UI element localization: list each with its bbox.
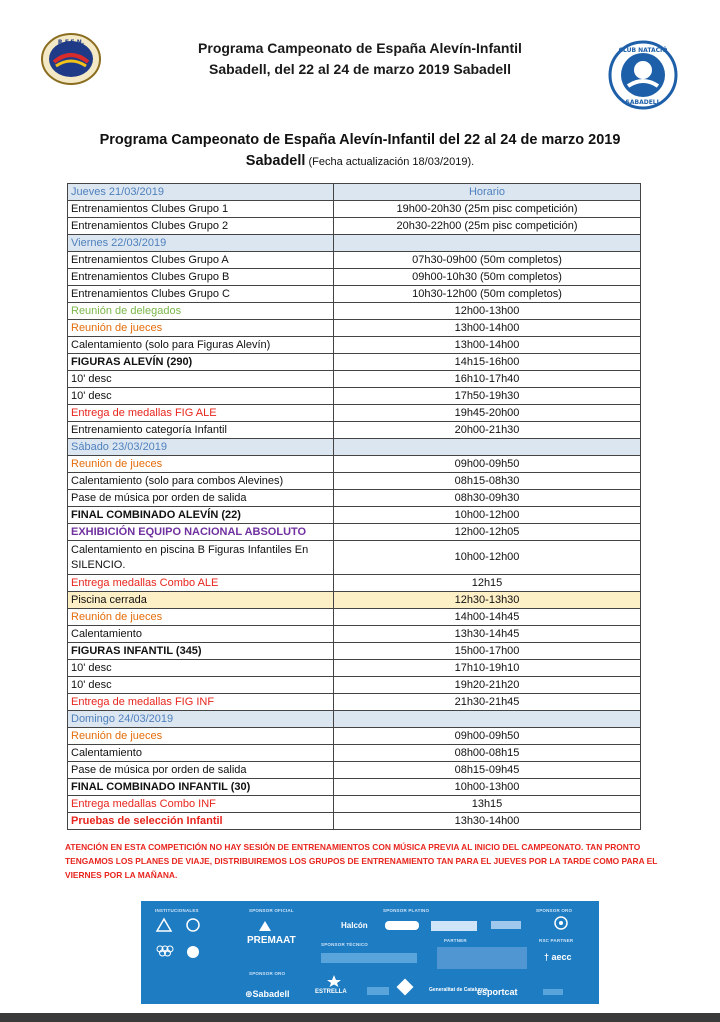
table-row	[68, 337, 641, 354]
time-cell: 12h00-12h05	[334, 524, 641, 541]
time-cell: 15h00-17h00	[334, 643, 641, 660]
table-row	[68, 626, 641, 643]
table-row	[68, 320, 641, 337]
event-cell: Entrenamientos Clubes Grupo 1	[68, 201, 334, 218]
day-label: Domingo 24/03/2019	[68, 711, 334, 728]
sabadell-text: ⊕Sabadell	[245, 989, 290, 999]
time-cell: 10h00-12h00	[334, 541, 641, 575]
premaat-icon	[257, 919, 273, 933]
event-cell: Reunión de jueces	[68, 609, 334, 626]
day-header-row	[68, 439, 641, 456]
event-cell: 10' desc	[68, 677, 334, 694]
partner-logos-icon	[437, 947, 527, 969]
event-cell: Calentamiento en piscina B Figuras Infantiles En SILENCIO.	[68, 541, 334, 575]
rfen-logo-icon	[40, 32, 102, 86]
table-row	[68, 456, 641, 473]
time-cell: 19h20-21h20	[334, 677, 641, 694]
sponsor-logo-icon	[367, 987, 389, 995]
table-row	[68, 286, 641, 303]
header-line-1: Programa Campeonato de España Alevín-Infantil	[198, 40, 522, 56]
event-cell: Pruebas de selección Infantil	[68, 813, 334, 830]
table-row	[68, 303, 641, 320]
time-cell: 13h00-14h00	[334, 337, 641, 354]
table-row	[68, 354, 641, 371]
event-cell: Entrega medallas Combo INF	[68, 796, 334, 813]
event-cell: Entrega de medallas FIG ALE	[68, 405, 334, 422]
horario-header: Horario	[334, 184, 641, 201]
page-header	[0, 0, 720, 120]
table-row	[68, 490, 641, 507]
event-cell: Reunión de jueces	[68, 456, 334, 473]
table-row	[68, 507, 641, 524]
event-cell: Reunión de jueces	[68, 320, 334, 337]
sabadell-name: Sabadell	[252, 989, 290, 999]
sponsor-banner	[141, 901, 599, 1004]
star-icon	[327, 975, 341, 987]
consejo-emblem-icon	[185, 943, 201, 961]
event-cell: Entrega de medallas FIG INF	[68, 694, 334, 711]
table-row	[68, 218, 641, 235]
document-title-city: Sabadell	[245, 153, 306, 169]
table-row	[68, 745, 641, 762]
time-cell: 07h30-09h00 (50m completos)	[334, 252, 641, 269]
time-cell: 12h30-13h30	[334, 592, 641, 609]
sponsor-logo-icon	[543, 989, 563, 995]
sponsor-logo-icon	[385, 921, 419, 930]
svg-text:SABADELL: SABADELL	[625, 99, 661, 106]
astral-logo-icon	[431, 921, 477, 931]
sponsor-oro-logo-icon	[553, 915, 569, 931]
table-row	[68, 728, 641, 745]
time-cell: 13h30-14h00	[334, 813, 641, 830]
event-cell: Calentamiento (solo para combos Alevines)	[68, 473, 334, 490]
premaat-text: PREMAAT	[247, 935, 296, 946]
time-cell: 17h50-19h30	[334, 388, 641, 405]
table-row	[68, 643, 641, 660]
time-cell: 09h00-09h50	[334, 728, 641, 745]
table-row	[68, 779, 641, 796]
time-cell	[334, 439, 641, 456]
rfen-rings-icon	[155, 943, 175, 961]
pool-closed-row	[68, 592, 641, 609]
table-row	[68, 813, 641, 830]
event-cell: 10' desc	[68, 371, 334, 388]
header-line-2: Sabadell, del 22 al 24 de marzo 2019 Sabadell	[209, 61, 511, 77]
sponsor-tecnico-label: SPONSOR TÉCNICO	[321, 942, 369, 947]
day-header-row	[68, 711, 641, 728]
event-cell: EXHIBICIÓN EQUIPO NACIONAL ABSOLUTO	[68, 524, 334, 541]
technical-sponsors-logos-icon	[321, 953, 417, 963]
time-cell: 13h00-14h00	[334, 320, 641, 337]
table-row	[68, 694, 641, 711]
document-title-sub	[40, 151, 680, 173]
sponsor-platino-label: SPONSOR PLATINO	[383, 908, 430, 913]
esportcat-text: esportcat	[477, 987, 518, 997]
day-label: Jueves 21/03/2019	[68, 184, 334, 201]
time-cell: 12h15	[334, 575, 641, 592]
table-row	[68, 252, 641, 269]
event-cell: 10' desc	[68, 660, 334, 677]
svg-text:R.F.E.N.: R.F.E.N.	[57, 39, 85, 46]
event-cell: 10' desc	[68, 388, 334, 405]
svg-text:CLUB NATACIÓ: CLUB NATACIÓ	[618, 47, 668, 54]
table-row	[68, 796, 641, 813]
event-cell: FINAL COMBINADO INFANTIL (30)	[68, 779, 334, 796]
day-label: Viernes 22/03/2019	[68, 235, 334, 252]
time-cell: 12h00-13h00	[334, 303, 641, 320]
time-cell: 20h30-22h00 (25m pisc competición)	[334, 218, 641, 235]
table-row	[68, 660, 641, 677]
page-bottom-bar	[0, 1013, 720, 1022]
time-cell	[334, 235, 641, 252]
time-cell: 19h00-20h30 (25m pisc competición)	[334, 201, 641, 218]
time-cell: 10h30-12h00 (50m completos)	[334, 286, 641, 303]
time-cell: 13h30-14h45	[334, 626, 641, 643]
document-title-main: Programa Campeonato de España Alevín-Infantil del 22 al 24 de marzo 2019	[99, 132, 621, 148]
day-label: Sábado 23/03/2019	[68, 439, 334, 456]
time-cell: 08h00-08h15	[334, 745, 641, 762]
time-cell: 16h10-17h40	[334, 371, 641, 388]
aecc-text: † aecc	[544, 952, 572, 962]
estrella-text: ESTRELLA	[315, 989, 347, 995]
table-row	[68, 609, 641, 626]
table-row	[68, 269, 641, 286]
generalitat-text: Generalitat de Catalunya	[429, 987, 488, 993]
time-cell: 14h00-14h45	[334, 609, 641, 626]
event-cell: Pase de música por orden de salida	[68, 490, 334, 507]
document-title	[40, 130, 680, 173]
event-cell: Pase de música por orden de salida	[68, 762, 334, 779]
schedule-table	[67, 183, 641, 830]
table-row	[68, 524, 641, 541]
table-row	[68, 422, 641, 439]
table-row	[68, 677, 641, 694]
institucionales-label: INSTITUCIONALES	[155, 908, 199, 913]
time-cell: 10h00-12h00	[334, 507, 641, 524]
event-cell: FIGURAS ALEVÍN (290)	[68, 354, 334, 371]
cn-sabadell-logo-icon	[608, 40, 678, 110]
event-cell: Calentamiento	[68, 626, 334, 643]
day-header-row	[68, 235, 641, 252]
time-cell: 14h15-16h00	[334, 354, 641, 371]
sponsor-oro-bottom-label: SPONSOR ORO	[249, 971, 286, 976]
time-cell: 20h00-21h30	[334, 422, 641, 439]
table-row	[68, 541, 641, 575]
notice-text: ATENCIÓN EN ESTA COMPETICIÓN NO HAY SESIÓN DE ENTRENAMIENTOS CON MÚSICA PREVIA AL INICIO DEL CAMPEONATO. TAN PRONTO TENGAMOS LOS PLANES DE VIAJE, DISTRIBUIREMOS LOS GRUPOS DE ENTRENAMIENTO TAN PARA EL JUEVES POR LA TARDE COMO PARA EL VIERNES POR LA MAÑANA.	[65, 842, 658, 880]
time-cell	[334, 711, 641, 728]
partner-label: PARTNER	[444, 938, 467, 943]
table-row	[68, 575, 641, 592]
time-cell: 17h10-19h10	[334, 660, 641, 677]
event-cell: Entrenamientos Clubes Grupo C	[68, 286, 334, 303]
time-cell: 13h15	[334, 796, 641, 813]
event-cell: Piscina cerrada	[68, 592, 334, 609]
event-cell: Calentamiento	[68, 745, 334, 762]
halcon-text: Halcón	[341, 921, 368, 930]
event-cell: FIGURAS INFANTIL (345)	[68, 643, 334, 660]
time-cell: 09h00-10h30 (50m completos)	[334, 269, 641, 286]
table-row	[68, 201, 641, 218]
event-cell: Entrega medallas Combo ALE	[68, 575, 334, 592]
event-cell: Calentamiento (solo para Figuras Alevín)	[68, 337, 334, 354]
table-row	[68, 388, 641, 405]
event-cell: FINAL COMBINADO ALEVÍN (22)	[68, 507, 334, 524]
table-row	[68, 473, 641, 490]
time-cell: 19h45-20h00	[334, 405, 641, 422]
event-cell: Reunión de jueces	[68, 728, 334, 745]
event-cell: Entrenamientos Clubes Grupo B	[68, 269, 334, 286]
time-cell: 08h30-09h30	[334, 490, 641, 507]
table-row	[68, 371, 641, 388]
institution-emblem-icon	[185, 917, 201, 933]
sponsor-oficial-label: SPONSOR OFICIAL	[249, 908, 294, 913]
time-cell: 08h15-08h30	[334, 473, 641, 490]
time-cell: 08h15-09h45	[334, 762, 641, 779]
aecc-name: aecc	[551, 952, 572, 962]
csd-emblem-icon	[155, 917, 173, 933]
header-title	[130, 38, 590, 80]
update-date: (Fecha actualización 18/03/2019).	[305, 156, 475, 168]
time-cell: 09h00-09h50	[334, 456, 641, 473]
time-cell: 10h00-13h00	[334, 779, 641, 796]
sponsor-logo-icon	[491, 921, 521, 929]
time-cell: 21h30-21h45	[334, 694, 641, 711]
day-header-row	[68, 184, 641, 201]
table-row	[68, 405, 641, 422]
sponsor-oro-label: SPONSOR ORO	[536, 908, 573, 913]
sponsor-logo-icon	[397, 979, 414, 996]
event-cell: Reunión de delegados	[68, 303, 334, 320]
table-row	[68, 762, 641, 779]
rsc-partner-label: RSC PARTNER	[539, 938, 574, 943]
event-cell: Entrenamientos Clubes Grupo 2	[68, 218, 334, 235]
event-cell: Entrenamientos Clubes Grupo A	[68, 252, 334, 269]
event-cell: Entrenamiento categoría Infantil	[68, 422, 334, 439]
